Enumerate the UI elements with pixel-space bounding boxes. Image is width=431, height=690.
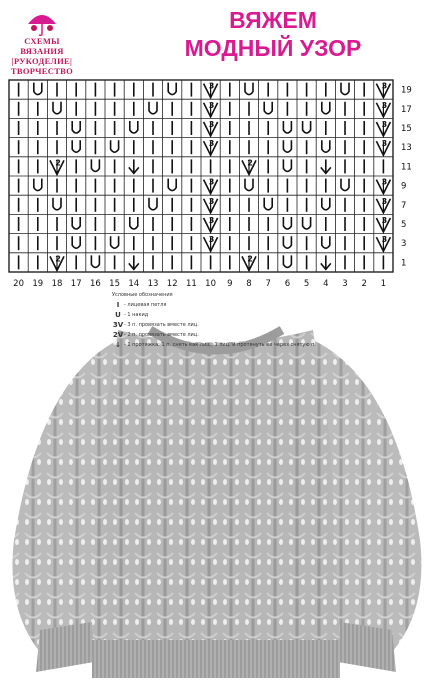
legend-item-k2tog [112, 330, 322, 340]
column-number-label: 14 [128, 279, 140, 289]
column-number-label: 1 [380, 279, 387, 289]
logo-line-1: СХЕМЫ [24, 36, 60, 46]
row-number-label: 17 [401, 104, 412, 115]
legend-symbol: ↓ [115, 341, 121, 349]
column-number-label: 13 [147, 279, 159, 289]
row-number-label: 13 [401, 143, 412, 154]
svg-text:3: 3 [208, 81, 215, 91]
column-number-label: 5 [303, 279, 310, 289]
title-line-1: ВЯЖЕМ [229, 7, 317, 33]
page-title [118, 6, 428, 62]
svg-text:3: 3 [381, 196, 388, 206]
legend-symbol: I [116, 301, 120, 309]
column-number-label: 7 [265, 279, 271, 289]
legend-text: - 1 протяжка: 1 п. снять как лиц., 1 лиц. и протянуть ее через снятую п. [124, 342, 317, 348]
column-number-label: 16 [89, 279, 101, 289]
column-number-label: 12 [166, 279, 178, 289]
svg-text:2: 2 [55, 254, 61, 264]
svg-text:3: 3 [381, 81, 388, 91]
column-number-label: 20 [13, 279, 25, 289]
column-number-label: 10 [205, 279, 217, 289]
svg-text:3: 3 [208, 196, 215, 206]
row-number-label: 3 [401, 239, 407, 250]
brand-logo [2, 8, 82, 76]
svg-text:2: 2 [247, 254, 253, 264]
column-number-label: 8 [246, 279, 252, 289]
svg-text:3: 3 [381, 177, 388, 187]
legend-text: - 1 накид [124, 312, 149, 318]
svg-text:2: 2 [247, 158, 253, 168]
knitting-chart [0, 76, 431, 292]
column-number-label: 19 [32, 279, 44, 289]
row-number-label: 1 [401, 258, 407, 269]
legend-item-skp [112, 340, 322, 350]
logo-line-2: ВЯЗАНИЯ [20, 46, 64, 56]
svg-text:3: 3 [381, 120, 388, 129]
legend-item-yarn-over [112, 310, 322, 320]
umbrella-logo-icon [24, 8, 60, 36]
svg-text:3: 3 [208, 139, 215, 149]
svg-text:3: 3 [208, 100, 215, 110]
column-number-label: 3 [342, 279, 348, 289]
chart-legend [112, 292, 322, 350]
legend-symbol: 3V [112, 321, 124, 329]
row-number-label: 19 [401, 85, 412, 96]
column-number-label: 11 [185, 279, 197, 289]
column-number-label: 9 [227, 279, 233, 289]
legend-item-k3tog [112, 320, 322, 330]
svg-text:3: 3 [208, 120, 215, 129]
row-number-label: 7 [401, 200, 407, 211]
row-number-label: 15 [401, 124, 412, 134]
svg-text:3: 3 [208, 235, 215, 245]
logo-line-4: ТВОРЧЕСТВО [10, 66, 74, 76]
legend-item-knit [112, 300, 322, 310]
svg-text:3: 3 [208, 177, 215, 187]
column-number-label: 4 [323, 279, 329, 289]
legend-symbol: 2V [112, 331, 124, 339]
svg-text:3: 3 [381, 139, 388, 149]
column-number-label: 6 [284, 279, 291, 289]
column-number-label: 18 [51, 279, 63, 289]
legend-text: - лицевая петля [124, 302, 167, 308]
legend-symbol: U [115, 311, 121, 319]
legend-text: - 3 п. провязать вместе лиц. [124, 322, 199, 328]
row-number-label: 9 [401, 181, 407, 192]
svg-text:3: 3 [381, 235, 388, 245]
row-number-label: 11 [401, 162, 412, 173]
logo-line-3: |РУКОДЕЛИЕ| [11, 56, 73, 66]
title-line-2: МОДНЫЙ УЗОР [184, 35, 362, 61]
row-number-label: 5 [401, 220, 407, 230]
svg-text:3: 3 [208, 216, 215, 225]
sweater-photo [0, 290, 431, 690]
column-number-label: 2 [361, 279, 367, 289]
legend-title: Условные обозначения [112, 292, 173, 298]
svg-text:3: 3 [381, 216, 388, 225]
svg-text:2: 2 [55, 158, 61, 168]
column-number-label: 15 [109, 279, 121, 289]
svg-text:3: 3 [381, 100, 388, 110]
legend-text: - 2 п. провязать вместе лиц. [124, 332, 199, 338]
column-number-label: 17 [70, 279, 82, 289]
